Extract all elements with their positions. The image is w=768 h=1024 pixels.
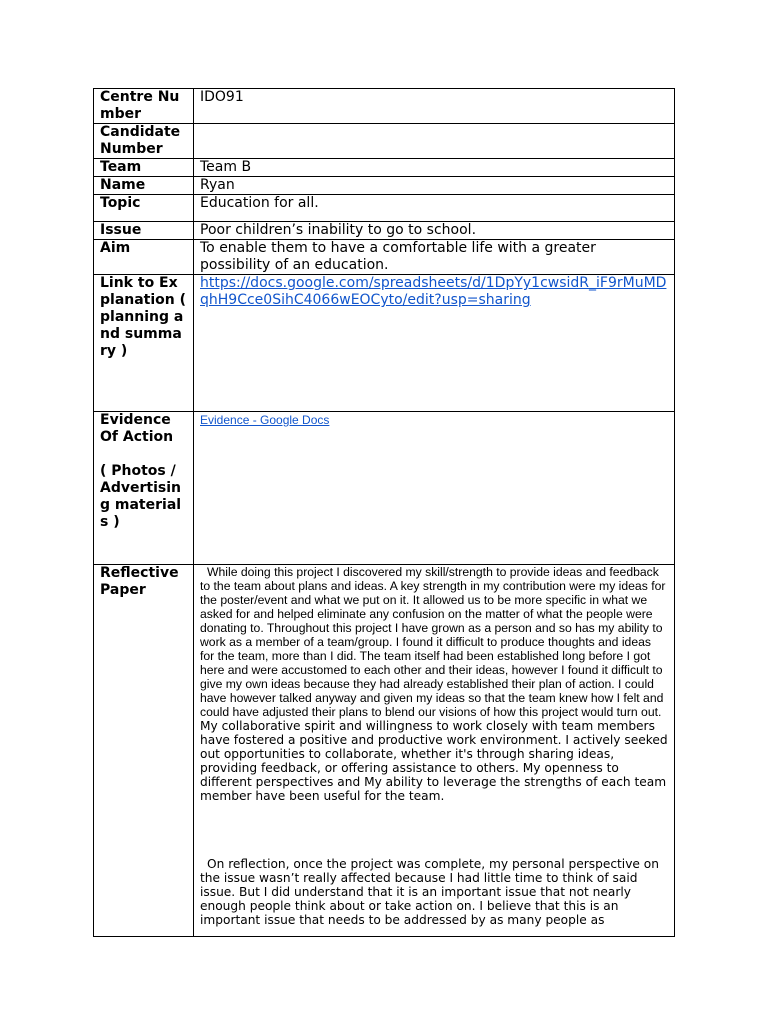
name-label: Name [94, 177, 194, 195]
issue-label: Issue [94, 222, 194, 240]
row-name [94, 177, 675, 195]
row-team [94, 159, 675, 177]
row-link-explanation [94, 275, 675, 412]
row-topic [94, 195, 675, 222]
row-centre-number [94, 89, 675, 124]
row-candidate-number [94, 124, 675, 159]
row-aim [94, 240, 675, 275]
reflective-paragraph-1b: My collaborative spirit and willingness to work closely with team members have fostered a positive and productive work environment. I actively seeked out opportunities to collaborate, whether it's through sharing ideas, providing feedback, or offering assistance to others. My openness to different perspectives and My ability to leverage the strengths of each team member have been useful for the team. [200, 719, 668, 803]
centre-number-label: Centre Number [94, 89, 194, 124]
candidate-number-label: Candidate Number [94, 124, 194, 159]
reflective-paper-value [194, 565, 675, 937]
name-value: Ryan [194, 177, 675, 195]
row-issue [94, 222, 675, 240]
link-explanation-value [194, 275, 675, 412]
candidate-number-value [194, 124, 675, 159]
topic-value: Education for all. [194, 195, 675, 222]
team-value: Team B [194, 159, 675, 177]
aim-value: To enable them to have a comfortable life with a greater possibility of an education. [194, 240, 675, 275]
link-explanation-label: Link to Explanation ( planning and summary ) [94, 275, 194, 412]
spreadsheet-link[interactable]: https://docs.google.com/spreadsheets/d/1DpYy1cwsidR_iF9rMuMDqhH9Cce0SihC4066wEOCyto/edit?usp=sharing [200, 275, 667, 308]
evidence-label-subtitle: ( Photos / Advertising materials ) [100, 463, 182, 530]
row-reflective-paper [94, 565, 675, 937]
centre-number-value: IDO91 [194, 89, 675, 124]
evidence-label-title: Evidence Of Action [100, 412, 174, 445]
evidence-doc-link[interactable]: Evidence - Google Docs [200, 413, 330, 427]
team-label: Team [94, 159, 194, 177]
reflective-paragraph-2: On reflection, once the project was complete, my personal perspective on the issue wasn’t really affected because I had little time to think of said issue. But I did understand that it is an important issue that not nearly enough people think about or take action on. I believe that this is an important issue that needs to be addressed by as many people as [200, 857, 659, 927]
topic-label: Topic [94, 195, 194, 222]
reflective-paragraph-1a: While doing this project I discovered my skill/strength to provide ideas and feedback to the team about plans and ideas. A key strength in my contribution were my ideas for the poster/event and what we put on it. It allowed us to be more specific in what we asked for and helped eliminate any confusion on the matter of what the people were donating to. Throughout this project I have grown as a person and so has my ability to work as a member of a team/group. I found it difficult to produce thoughts and ideas for the team, more than I did. The team itself had been established long before I got here and were accustomed to each other and their ideas, however I found it difficult to give my own ideas because they had already established their plan of action. I could have however talked anyway and given my ideas so that the team knew how I felt and could have adjusted their plans to blend our visions of how this project would turn out. [200, 565, 666, 719]
row-evidence [94, 412, 675, 565]
issue-value: Poor children’s inability to go to school. [194, 222, 675, 240]
reflective-paper-label: Reflective Paper [94, 565, 194, 937]
evidence-value [194, 412, 675, 565]
form-table [93, 88, 675, 937]
aim-label: Aim [94, 240, 194, 275]
evidence-label [94, 412, 194, 565]
